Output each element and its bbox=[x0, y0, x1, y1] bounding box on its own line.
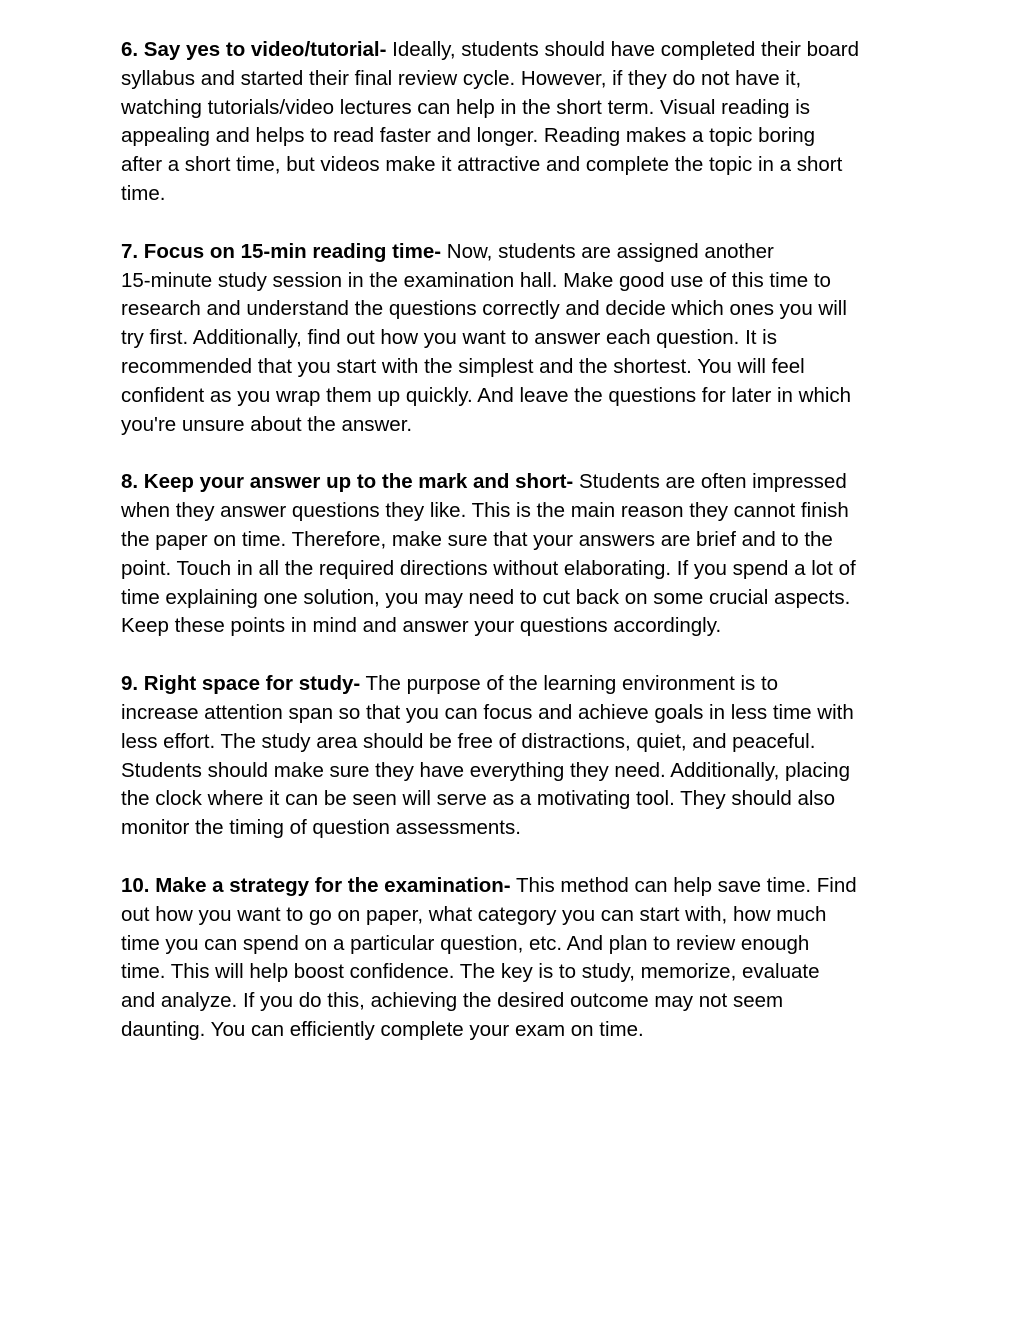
tip-body bbox=[121, 468, 911, 641]
tip-text: the clock where it can be seen will serve as a motivating tool. They should also bbox=[121, 787, 836, 811]
tip-section bbox=[121, 468, 911, 641]
tip-line bbox=[121, 65, 911, 94]
tip-line bbox=[121, 901, 911, 930]
tip-line bbox=[121, 353, 911, 382]
tip-text: time you can spend on a particular question, etc. And plan to review enough bbox=[121, 931, 810, 955]
tip-line bbox=[121, 728, 911, 757]
tip-text: watching tutorials/video lectures can help in the short term. Visual reading is bbox=[121, 95, 811, 119]
tip-text: Keep these points in mind and answer your questions accordingly. bbox=[121, 614, 722, 638]
tip-title: 8. Keep your answer up to the mark and short- bbox=[121, 470, 574, 494]
tip-text: try first. Additionally, find out how you want to answer each question. It is bbox=[121, 326, 777, 350]
tip-body bbox=[121, 36, 911, 209]
tip-text: time explaining one solution, you may need to cut back on some crucial aspects. bbox=[121, 585, 851, 609]
tip-title: 10. Make a strategy for the examination- bbox=[121, 873, 511, 897]
tip-text: Ideally, students should have completed their board bbox=[392, 38, 860, 61]
tip-text: The purpose of the learning environment is to bbox=[365, 672, 779, 696]
tip-line bbox=[121, 699, 911, 728]
tip-text: daunting. You can efficiently complete your exam on time. bbox=[121, 1017, 644, 1041]
tip-section bbox=[121, 36, 911, 209]
tip-line bbox=[121, 872, 911, 901]
tip-line bbox=[121, 411, 911, 440]
tip-text: 15-minute study session in the examination hall. Make good use of this time to bbox=[121, 268, 831, 292]
tip-line bbox=[121, 958, 911, 987]
tip-line bbox=[121, 670, 911, 699]
tip-line bbox=[121, 612, 911, 641]
tip-line bbox=[121, 1016, 911, 1045]
tip-line bbox=[121, 526, 911, 555]
tip-text: less effort. The study area should be free of distractions, quiet, and peaceful. bbox=[121, 729, 816, 753]
tip-text: confident as you wrap them up quickly. And leave the questions for later in which bbox=[121, 383, 852, 407]
tip-text: Students should make sure they have everything they need. Additionally, placing bbox=[121, 758, 850, 782]
tip-line bbox=[121, 94, 911, 123]
tip-text: recommended that you start with the simplest and the shortest. You will feel bbox=[121, 354, 805, 378]
tip-line bbox=[121, 382, 911, 411]
tip-line bbox=[121, 584, 911, 613]
tip-body bbox=[121, 872, 911, 1045]
document-page bbox=[121, 36, 911, 1074]
tip-text: time. This will help boost confidence. The key is to study, memorize, evaluate bbox=[121, 960, 820, 984]
tip-text: Students are often impressed bbox=[578, 470, 847, 494]
tip-line bbox=[121, 324, 911, 353]
tip-line bbox=[121, 468, 911, 497]
tip-line bbox=[121, 151, 911, 180]
tip-text: out how you want to go on paper, what category you can start with, how much bbox=[121, 902, 827, 926]
tip-line bbox=[121, 497, 911, 526]
tip-text: appealing and helps to read faster and longer. Reading makes a topic boring bbox=[121, 124, 816, 148]
tip-body bbox=[121, 670, 911, 843]
tip-text: syllabus and started their final review cycle. However, if they do not have it, bbox=[121, 66, 802, 90]
tip-text: Now, students are assigned another bbox=[446, 239, 774, 263]
tip-line bbox=[121, 785, 911, 814]
tip-section bbox=[121, 872, 911, 1045]
tip-section bbox=[121, 238, 911, 440]
tip-body bbox=[121, 238, 911, 440]
tip-line bbox=[121, 757, 911, 786]
tip-text: after a short time, but videos make it attractive and complete the topic in a short bbox=[121, 153, 843, 177]
tip-text: increase attention span so that you can focus and achieve goals in less time with bbox=[121, 700, 854, 724]
tip-line bbox=[121, 295, 911, 324]
tip-line bbox=[121, 555, 911, 584]
tip-text: when they answer questions they like. This is the main reason they cannot finish bbox=[121, 499, 849, 523]
tip-title: 7. Focus on 15-min reading time- bbox=[121, 239, 442, 263]
tip-line bbox=[121, 814, 911, 843]
tip-text: you're unsure about the answer. bbox=[121, 412, 413, 436]
tip-text: time. bbox=[121, 181, 166, 205]
tip-text: point. Touch in all the required directions without elaborating. If you spend a lot of bbox=[121, 556, 856, 580]
tip-line bbox=[121, 238, 911, 267]
tip-section bbox=[121, 670, 911, 843]
tip-text: the paper on time. Therefore, make sure that your answers are brief and to the bbox=[121, 527, 833, 551]
tip-title: 9. Right space for study- bbox=[121, 672, 361, 696]
tip-text: and analyze. If you do this, achieving the desired outcome may not seem bbox=[121, 989, 784, 1013]
tip-text: monitor the timing of question assessments. bbox=[121, 816, 521, 840]
tip-text: research and understand the questions correctly and decide which ones you will bbox=[121, 297, 847, 321]
tip-line bbox=[121, 122, 911, 151]
tip-line bbox=[121, 180, 911, 209]
tip-line bbox=[121, 930, 911, 959]
tip-line bbox=[121, 36, 911, 65]
tip-line bbox=[121, 987, 911, 1016]
tip-text: This method can help save time. Find bbox=[515, 873, 857, 897]
tip-title: 6. Say yes to video/tutorial- bbox=[121, 38, 387, 61]
tip-line bbox=[121, 267, 911, 296]
